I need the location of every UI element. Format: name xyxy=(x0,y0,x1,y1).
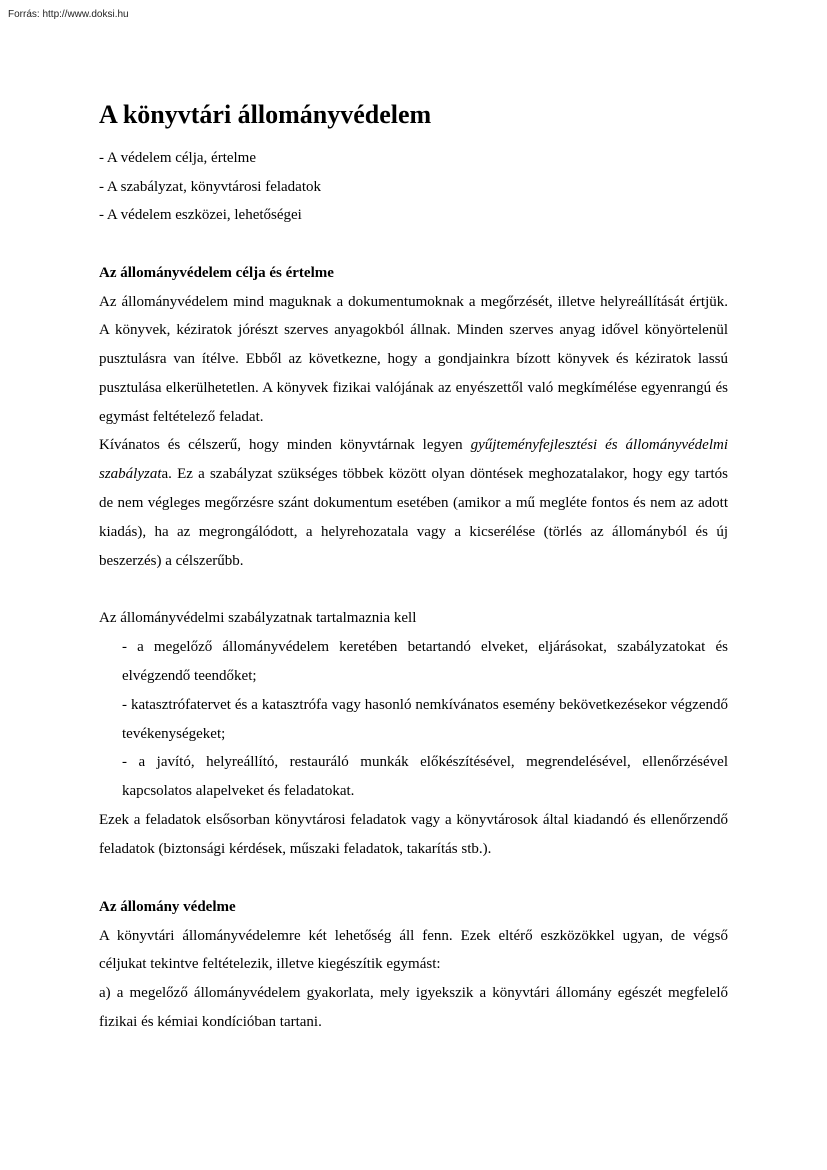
requirements-list xyxy=(99,633,728,806)
toc-item: - A szabályzat, könyvtárosi feladatok xyxy=(99,178,322,195)
paragraph-policy xyxy=(99,431,728,575)
section-heading-purpose: Az állományvédelem célja és értelme xyxy=(99,264,334,281)
paragraph: a) a megelőző állományvédelem gyakorlata, mely igyekszik a könyvtári állomány egészét megfelelő fizikai és kémiai kondícióban tartani. xyxy=(99,985,728,1031)
list-item: - katasztrófatervet és a katasztrófa vagy hasonló nemkívánatos esemény bekövetkezésekor végzendő tevékenységeket; xyxy=(122,696,728,742)
source-label: Forrás: http://www.doksi.hu xyxy=(8,9,129,20)
text-run: a. Ez a szabályzat szükséges többek között olyan döntések meghozatalakor, hogy egy tartós de nem végleges megőrzésre szánt dokumentum esetében (amikor a mű megléte fontos és nem az adott kiadás), ha az megrongálódott, a helyrehozatala vagy a kicserélése (törlés az állományból és új beszerzés) a célszerűbb. xyxy=(99,466,728,569)
list-item: - a megelőző állományvédelem keretében betartandó elveket, eljárásokat, szabályzatokat és elvégzendő teendőket; xyxy=(122,639,728,685)
section-heading-protection: Az állomány védelme xyxy=(99,898,236,915)
policy-name: gyűjteményfejlesztési és állományvédelmi szabályzat xyxy=(99,437,728,483)
paragraph: Ezek a feladatok elsősorban könyvtárosi feladatok vagy a könyvtárosok által kiadandó és ellenőrzendő feladatok (biztonsági kérdések, műszaki feladatok, takarítás stb.). xyxy=(99,812,728,857)
page-title: A könyvtári állományvédelem xyxy=(99,100,432,129)
text-run: Kívánatos és célszerű, hogy minden könyvtárnak legyen xyxy=(99,437,471,454)
list-item: - a javító, helyreállító, restauráló munkák előkészítésével, megrendelésével, ellenőrzésével kapcsolatos alapelveket és feladatokat. xyxy=(122,754,728,800)
toc-list xyxy=(99,144,728,230)
paragraph: Az állományvédelem mind maguknak a dokumentumoknak a megőrzését, illetve helyreállítását értjük. A könyvek, kéziratok jórészt szerves anyagokból állnak. Minden szerves anyag idővel könyörtelenül pusztulásra van ítélve. Ebből az következne, hogy a gondjainkra bízott könyvek és kéziratok lassú pusztulása elkerülhetetlen. A könyvek fizikai valójának az enyészettől való megkímélése egyenrangú és egymást feltételező feladat. xyxy=(99,293,728,425)
paragraph-intro: Az állományvédelmi szabályzatnak tartalmaznia kell xyxy=(99,610,417,627)
toc-item: - A védelem célja, értelme xyxy=(99,150,257,166)
toc-item: - A védelem eszközei, lehetőségei xyxy=(99,207,302,223)
paragraph: A könyvtári állományvédelemre két lehetőség áll fenn. Ezek eltérő eszközökkel ugyan, de végső céljukat tekintve feltételezik, illetve kiegészítik egymást: xyxy=(99,927,728,973)
document-page xyxy=(99,98,728,1037)
